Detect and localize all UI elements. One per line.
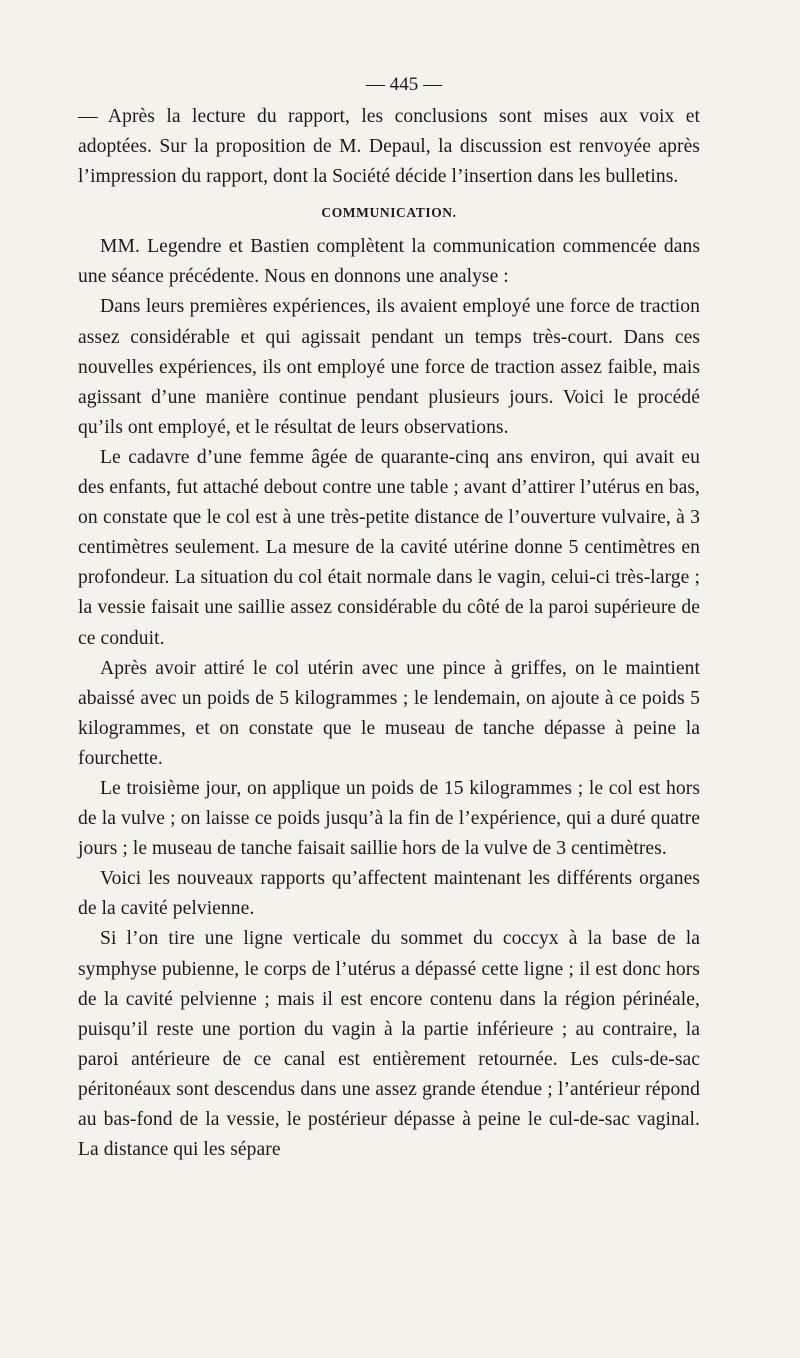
section-heading: COMMUNICATION. (321, 205, 457, 221)
page-number: — 445 — (365, 74, 443, 95)
page-body (78, 72, 700, 1165)
paragraph-4: Après avoir attiré le col utérin avec une pince à griffes, on le maintient abaissé avec un poids de 5 kilogrammes ; le lendemain, on ajoute à ce poids 5 kilogrammes, et on constate que le museau de tanche dépasse à peine la fourchette. (78, 657, 700, 769)
paragraph-2: Dans leurs premières expériences, ils avaient employé une force de traction assez considérable et qui agissait pendant un temps très-court. Dans ces nouvelles expériences, ils ont employé une force de traction assez faible, mais agissant d’une manière continue pendant plusieurs jours. Voici le procédé qu’ils ont employé, et le résultat de leurs observations. (78, 296, 700, 438)
paragraph-5: Le troisième jour, on applique un poids de 15 kilogrammes ; le col est hors de la vulve ; on laisse ce poids jusqu’à la fin de l’expérience, qui a duré quatre jours ; le museau de tanche faisait saillie hors de la vulve de 3 centimètres. (78, 777, 700, 860)
paragraph-3: Le cadavre d’une femme âgée de quarante-cinq ans environ, qui avait eu des enfants, fut attaché debout contre une table ; avant d’attirer l’utérus en bas, on constate que le col est à une très-petite distance de l’ouverture vulvaire, à 3 centimètres seulement. La mesure de la cavité utérine donne 5 centimètres en profondeur. La situation du col était normale dans le vagin, celui-ci très-large ; la vessie faisait une saillie assez considérable du côté de la paroi supérieure de ce conduit. (78, 446, 700, 649)
paragraph-1: MM. Legendre et Bastien complètent la communication commencée dans une séance précédente. Nous en donnons une analyse : (78, 236, 700, 288)
paragraph-7: Si l’on tire une ligne verticale du sommet du coccyx à la base de la symphyse pubienne, le corps de l’utérus a dépassé cette ligne ; il est donc hors de la cavité pelvienne ; mais il est encore contenu dans la région périnéale, puisqu’il reste une portion du vagin à la partie inférieure ; au contraire, la paroi antérieure de ce canal est entièrement retournée. Les culs-de-sac péritonéaux sont descendus dans une assez grande étendue ; l’antérieur répond au bas-fond de la vessie, le postérieur dépasse à peine le cul-de-sac vaginal. La distance qui les sépare (78, 928, 700, 1161)
intro-paragraph: — Après la lecture du rapport, les conclusions sont mises aux voix et adoptées. Sur la proposition de M. Depaul, la discussion est renvoyée après l’impression du rapport, dont la Société décide l’insertion dans les bulletins. (78, 106, 700, 188)
paragraph-6: Voici les nouveaux rapports qu’affectent maintenant les différents organes de la cavité pelvienne. (78, 868, 700, 920)
